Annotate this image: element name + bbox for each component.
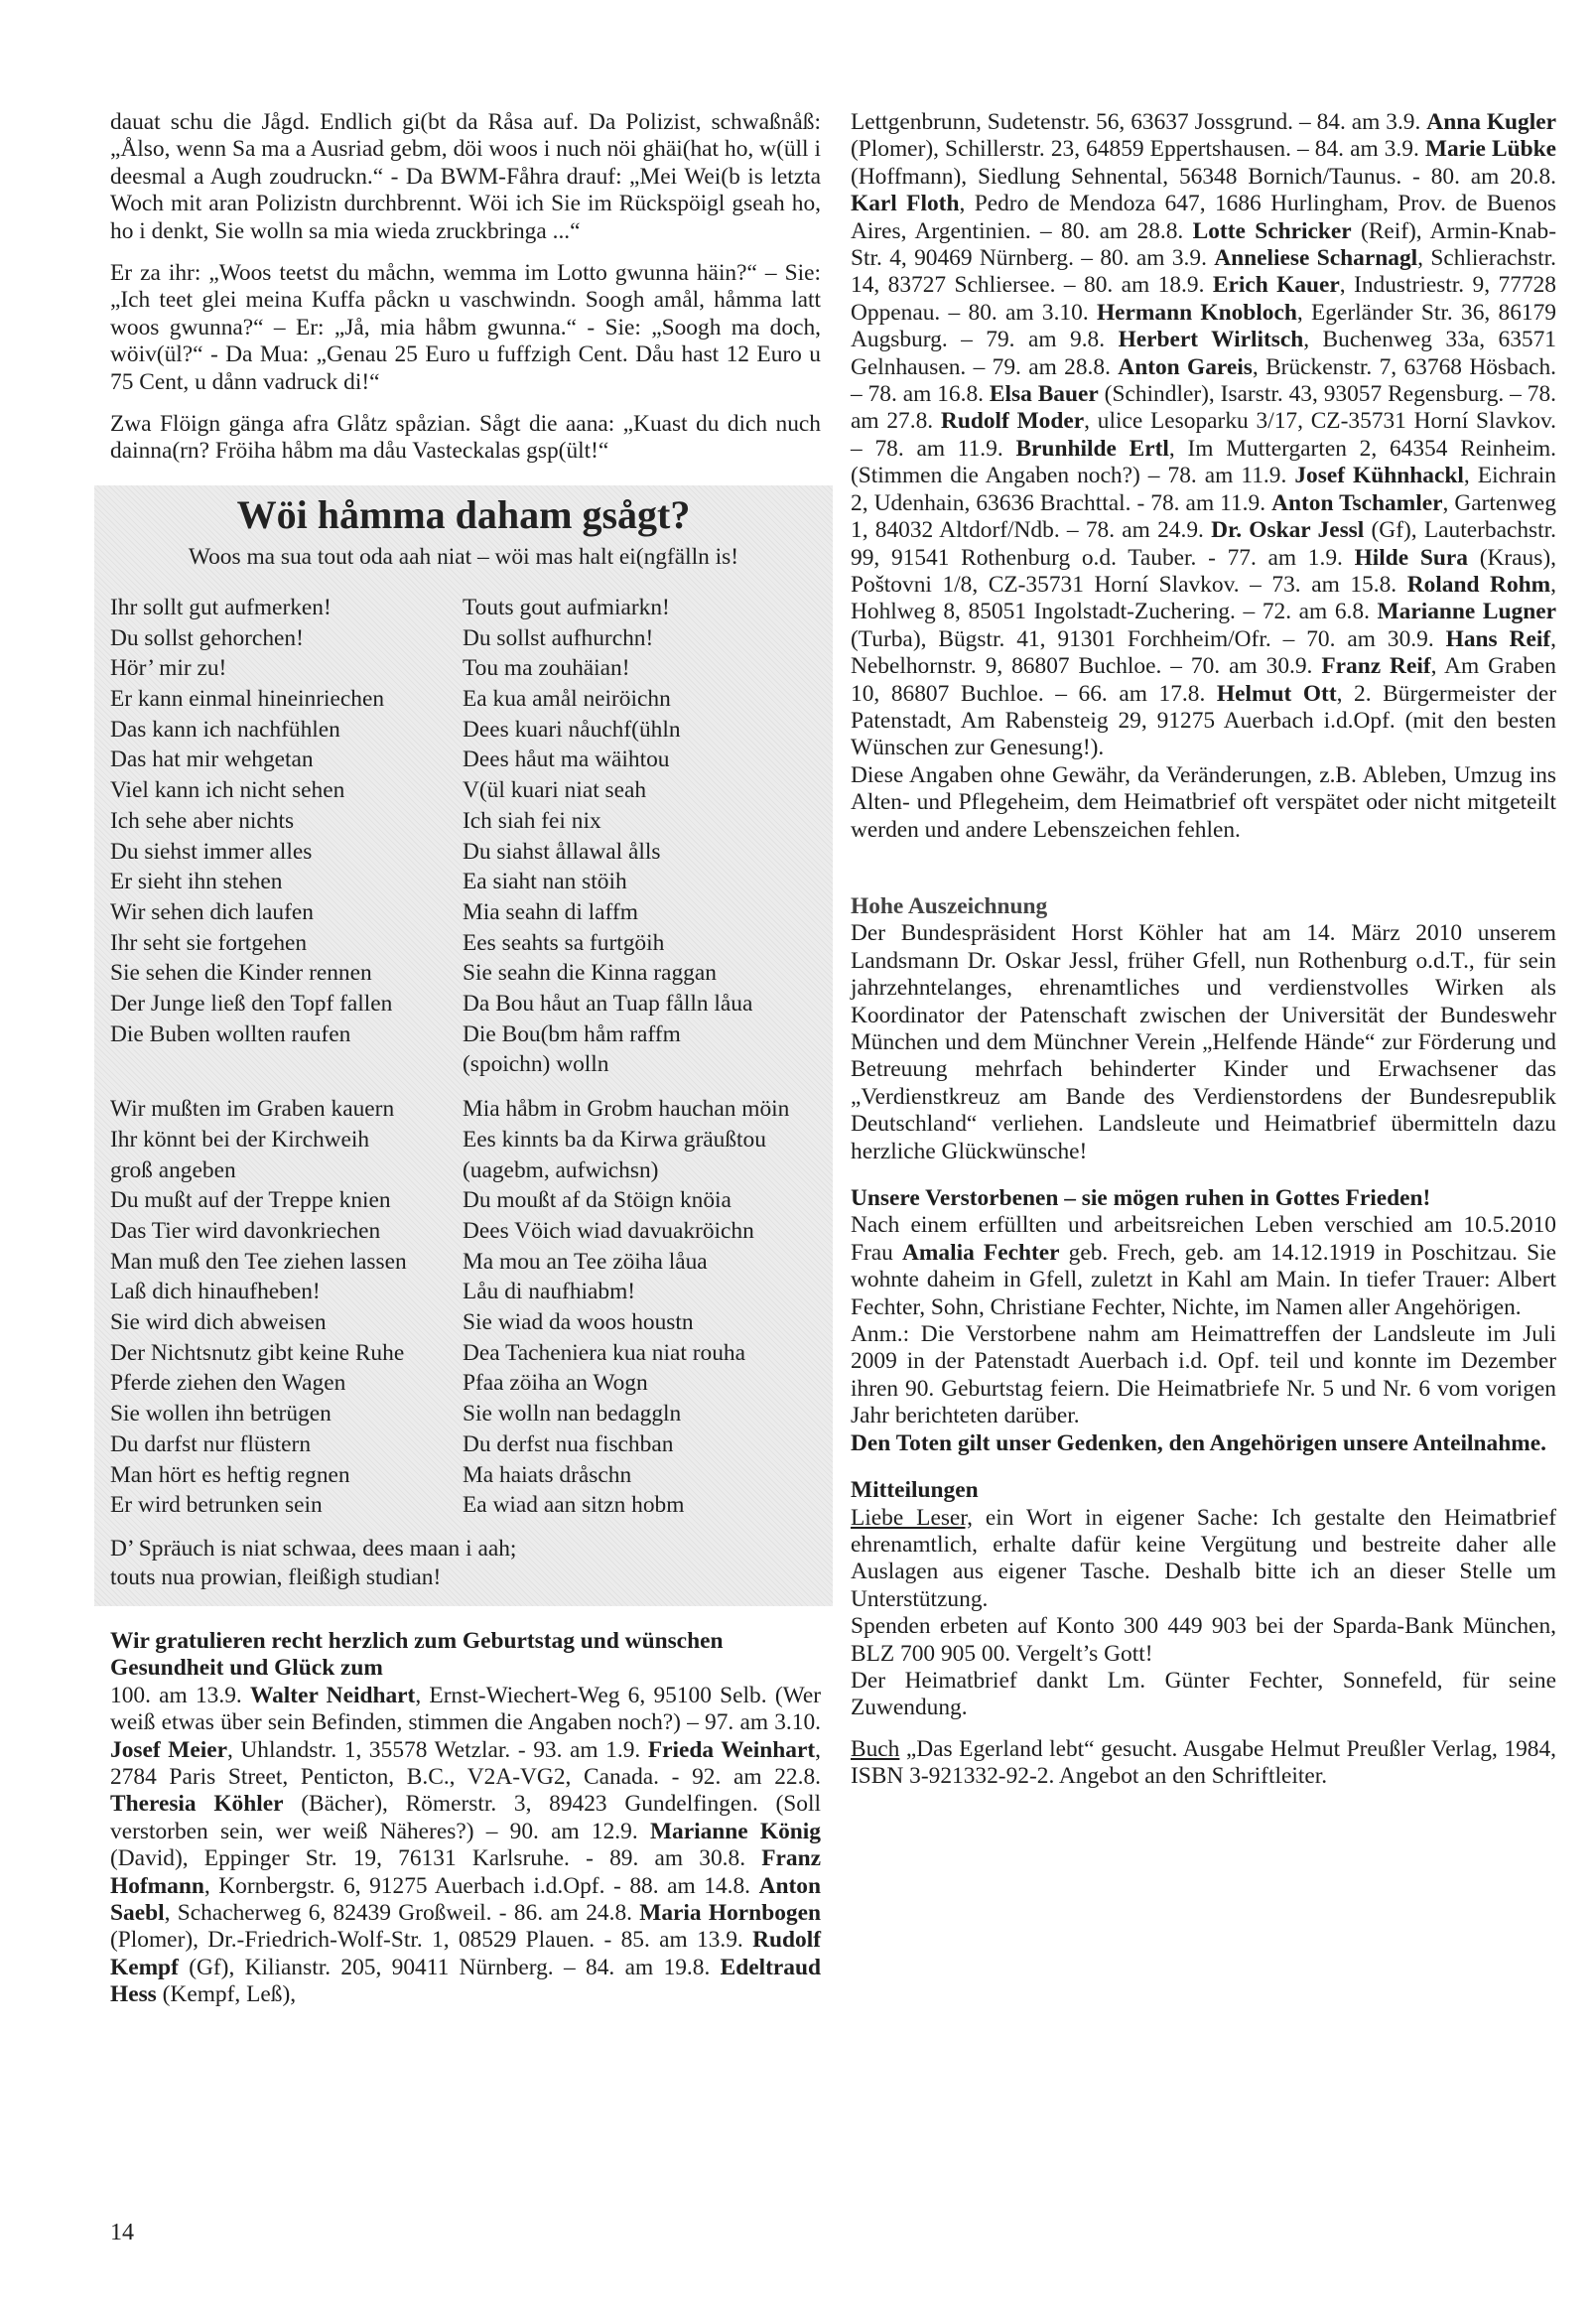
notices-section <box>851 1477 1556 1790</box>
vocab-german: Man muß den Tee ziehen lassen <box>110 1248 407 1275</box>
vocab-dialect: Ich siah fei nix <box>463 807 601 834</box>
birthday-name: Josef Kühnhackl <box>1294 463 1464 489</box>
birthday-name: Helmut Ott <box>1216 680 1337 707</box>
dialect-box-title: Wöi håmma daham gsågt? <box>236 491 691 537</box>
dialect-box-subtitle: Woos ma sua tout oda aah niat – wöi mas halt ei(ngfälln is! <box>188 543 739 570</box>
vocab-german: Du darfst nur flüstern <box>110 1430 312 1457</box>
vocab-german: Ich sehe aber nichts <box>110 807 295 834</box>
vocab-german: Hör’ mir zu! <box>110 655 227 682</box>
notices-body: ein Wort in eigener Sache: Ich gestalte den Heimatbrief ehrenamtlich, erhalte dafür keine Vergütung und bestreite daher alle Auslagen aus eigener Tasche. Deshalb bitte ich an dieser Stelle um Unterstützung. <box>851 1504 1556 1612</box>
deceased-name: Amalia Fechter <box>902 1239 1060 1266</box>
vocab-dialect: Dea Tacheniera kua niat rouha <box>463 1339 745 1366</box>
birthday-name: Rudolf Kempf <box>110 1927 821 1980</box>
vocab-german: Ihr könnt bei der Kirchweih <box>110 1126 370 1153</box>
vocab-dialect: Mia håbm in Grobm hauchan möin <box>463 1096 790 1123</box>
vocab-german: Du siehst immer alles <box>110 838 313 865</box>
birthday-name: Brunhilde Ertl <box>1015 435 1169 462</box>
birthday-detail: , Eichrain 2, Udenhain, 63636 Brachttal. - 78. am 11.9. <box>851 463 1557 516</box>
birthday-detail: (Schindler), Isarstr. 43, 93057 Regensburg. – 78. am 27.8. <box>851 381 1556 435</box>
birthday-detail: , Uhlandstr. 1, 35578 Wetzlar. - 93. am 1.9. <box>226 1736 648 1763</box>
vocab-german: Pferde ziehen den Wagen <box>110 1370 346 1397</box>
birthday-name: Marianne Lugner <box>1377 599 1556 625</box>
vocab-german: Du sollst gehorchen! <box>110 624 304 651</box>
birthday-detail: , Ernst-Wiechert-Weg 6, 95100 Selb. (Wer weiß etwas über sein Befinden, stimmen die Angaben noch?) – 97. am 3.10. <box>110 1682 821 1736</box>
birthday-heading: Wir gratulieren recht herzlich zum Geburtstag und wünschen Gesundheit und Glück zum <box>110 1627 724 1682</box>
birthday-detail: (Kraus), Poštovni 1/8, CZ-35731 Horní Slavkov. – 73. am 15.8. <box>851 544 1556 598</box>
vocab-dialect: Ees seahts sa furtgöih <box>463 929 665 956</box>
vocab-german: Du mußt auf der Treppe knien <box>110 1187 391 1214</box>
deceased-text-post: geb. Frech, geb. am 14.12.1919 in Poschitzau. Sie wohnte daheim in Gfell, zuletzt in Kahl am Main. In tiefer Trauer: Albert Fechter, Sohn, Christiane Fechter, Nichte, im Namen aller Angehörigen. <box>851 1239 1557 1320</box>
vocab-german: Wir sehen dich laufen <box>110 898 314 925</box>
deceased-section <box>851 1185 1556 1457</box>
birthday-detail: , 2. Bürgermeister der Patenstadt, Am Rabensteig 29, 91275 Auerbach i.d.Opf. (mit den besten Wünschen zur Genesung!). <box>851 680 1556 761</box>
birthday-list-continued <box>851 109 1556 762</box>
vocab-german <box>110 1049 463 1080</box>
birthday-detail: (Hoffmann), Siedlung Sehnental, 56348 Bornich/Taunus. - 80. am 20.8. <box>851 163 1556 190</box>
birthday-list <box>110 1683 821 2009</box>
birthday-name: Anna Kugler <box>1426 109 1556 135</box>
birthday-name: Karl Floth <box>851 191 960 217</box>
vocab-dialect: Mia seahn di laffm <box>463 898 638 925</box>
birthday-detail: , Am Graben 10, 86807 Buchloe. – 66. am 17.8. <box>851 653 1556 707</box>
birthday-detail: , Brückenstr. 7, 63768 Hösbach. – 78. am 16.8. <box>851 353 1557 408</box>
notices-heading: Mitteilungen <box>851 1477 979 1504</box>
vocab-german: groß angeben <box>110 1156 236 1183</box>
vocab-dialect: Ea siaht nan stöih <box>463 869 627 895</box>
vocab-german: Viel kann ich nicht sehen <box>110 777 345 804</box>
vocab-german: Sie wird dich abweisen <box>110 1309 327 1336</box>
birthday-name: Erich Kauer <box>1212 272 1340 299</box>
intro-paragraph: Er za ihr: „Woos teetst du måchn, wemma im Lotto gwunna häin?“ – Sie: „Ich teet glei meina Kuffa påckn u vaschwindn. Soogh amål, håmma latt woos gwunna?“ – Er: „Jå, mia håbm gwunna.“ - Sie: „Soogh ma doch, wöiv(ül?“ - Da Mua: „Genau 25 Euro u fuffzigh Cent. Dåu hast 12 Euro u 75 Cent, u dånn vadruck di!“ <box>110 260 821 395</box>
book-wanted <box>851 1736 1556 1791</box>
birthday-detail: (Reif), Armin-Knab-Str. 4, 90469 Nürnberg. – 80. am 3.9. <box>851 217 1556 272</box>
birthday-name: Josef Meier <box>110 1736 227 1763</box>
birthday-detail: (Plomer), Dr.-Friedrich-Wolf-Str. 1, 08529 Plauen. - 85. am 13.9. <box>110 1927 753 1954</box>
birthday-detail: , Gartenweg 1, 84032 Altdorf/Ndb. – 78. am 24.9. <box>851 489 1556 544</box>
dialect-box-footer-line: D’ Spräuch is niat schwaa, dees maan i aah; <box>110 1535 517 1562</box>
birthday-detail: , Schacherweg 6, 82439 Großweil. - 86. am 24.8. <box>164 1900 640 1927</box>
birthday-detail: Lettgenbrunn, Sudetenstr. 56, 63637 Jossgrund. – 84. am 3.9. <box>851 109 1427 135</box>
birthday-name: Hermann Knobloch <box>1096 299 1297 326</box>
birthday-name: Hans Reif <box>1445 625 1551 652</box>
vocab-german: Der Nichtsnutz gibt keine Ruhe <box>110 1339 405 1366</box>
page-number: 14 <box>110 2220 134 2245</box>
deceased-text <box>851 1212 1556 1321</box>
vocab-dialect: Dees Vöich wiad davuakröichn <box>463 1217 754 1244</box>
book-label: Buch <box>851 1735 900 1762</box>
award-heading: Hohe Auszeichnung <box>851 892 1048 919</box>
birthday-name: Marie Lübke <box>1424 136 1556 163</box>
birthday-detail: (Kempf, Leß), <box>156 1981 297 2008</box>
left-column <box>110 109 821 2009</box>
birthday-name: Dr. Oskar Jessl <box>1211 517 1365 544</box>
birthday-detail: , ulice Lesoparku 3/17, CZ-35731 Horní Slavkov. – 78. am 11.9. <box>851 408 1556 462</box>
birthday-detail: (Turba), Bügstr. 41, 91301 Forchheim/Ofr. – 70. am 30.9. <box>851 625 1446 652</box>
birthday-name: Hilde Sura <box>1354 544 1468 571</box>
vocab-dialect: (spoichn) wolln <box>463 1051 609 1078</box>
vocab-dialect: Tou ma zouhäian! <box>463 655 630 682</box>
vocab-german: Das hat mir wehgetan <box>110 747 314 773</box>
vocab-german: Er kann einmal hineinriechen <box>110 685 385 712</box>
deceased-note: Anm.: Die Verstorbene nahm am Heimattreffen der Landsleute im Juli 2009 in der Patenstadt Auerbach i.d. Opf. teil und konnte im Dezember ihren 90. Geburtstag feiern. Die Heimatbriefe Nr. 5 und Nr. 6 vom vorigen Jahr berichteten darüber. <box>851 1321 1556 1429</box>
birthday-section <box>110 1628 821 2009</box>
dialect-box <box>94 485 833 1606</box>
vocab-dialect: (uagebm, aufwichsn) <box>463 1156 659 1183</box>
dialect-box-footer-line: touts nua prowian, fleißigh studian! <box>110 1563 442 1590</box>
birthday-name: Maria Hornbogen <box>639 1900 821 1927</box>
vocab-dialect: Du siahst ållawal ålls <box>463 838 661 865</box>
vocab-dialect: Du sollst aufhurchn! <box>463 624 654 651</box>
vocab-dialect: Ea kua amål neiröichn <box>463 685 671 712</box>
award-text: Der Bundespräsident Horst Köhler hat am 14. März 2010 unserem Landsmann Dr. Oskar Jessl, früher Gfell, nun Rothenburg o.d.T., für sein jahrzehntelanges, ehrenamtliches und verdienstvolles Wirken als Koordinator der Patenschaft zwischen der Universität der Bundeswehr München und dem Münchner Verein „Helfende Hände“ zur Förderung und Betreuung mehrfach behinderter Kinder und Erwachsener das „Verdienstkreuz am Bande des Verdienstordens der Bundesrepublik Deutschland“ verliehen. Landsleute und Heimatbrief übermitteln dazu herzliche Glückwünsche! <box>851 920 1556 1164</box>
birthday-detail: , Hohlweg 8, 85051 Ingolstadt-Zuchering. – 72. am 6.8. <box>851 571 1556 625</box>
vocab-german: Er wird betrunken sein <box>110 1492 323 1519</box>
vocab-german: Sie sehen die Kinder rennen <box>110 960 372 987</box>
vocab-german: Das kann ich nachfühlen <box>110 716 340 743</box>
vocab-german: Ihr sollt gut aufmerken! <box>110 594 332 620</box>
vocab-dialect: Pfaa zöiha an Wogn <box>463 1370 648 1397</box>
birthday-name: Elsa Bauer <box>989 381 1099 408</box>
birthday-name: Anton Gareis <box>1118 353 1253 380</box>
vocab-german: Sie wollen ihn betrügen <box>110 1401 332 1427</box>
birthday-name: Marianne König <box>649 1818 822 1844</box>
birthday-name: Anton Tschamler <box>1271 489 1443 516</box>
vocab-dialect: Ees kinnts ba da Kirwa gräußtou <box>463 1126 766 1153</box>
vocab-german: Das Tier wird davonkriechen <box>110 1217 381 1244</box>
birthday-name: Frieda Weinhart <box>647 1736 816 1763</box>
right-column <box>851 109 1556 1791</box>
vocab-dialect: Ea wiad aan sitzn hobm <box>463 1492 685 1519</box>
vocab-german: Man hört es heftig regnen <box>110 1461 350 1488</box>
birthday-name: Herbert Wirlitsch <box>1118 327 1304 353</box>
birthday-detail: (David), Eppinger Str. 19, 76131 Karlsruhe. - 89. am 30.8. <box>110 1845 762 1872</box>
birthday-detail: , Im Muttergarten 2, 64354 Reinheim. (Stimmen die Angaben noch?) – 78. am 11.9. <box>851 435 1556 489</box>
birthday-detail: , Buchenweg 33a, 63571 Gelnhausen. – 79. am 28.8. <box>851 327 1556 380</box>
birthday-name: Lotte Schricker <box>1192 217 1352 244</box>
vocab-group-gap <box>110 1080 817 1094</box>
vocab-dialect: Låu di naufhiabm! <box>463 1279 636 1305</box>
birthday-detail: , Egerländer Str. 36, 86179 Augsburg. – 79. am 9.8. <box>851 299 1556 353</box>
birthday-detail: (Gf), Kilianstr. 205, 90411 Nürnberg. – 84. am 19.8. <box>178 1954 721 1980</box>
vocab-dialect: Da Bou håut an Tuap fålln låua <box>463 991 753 1018</box>
donations-text: Spenden erbeten auf Konto 300 449 903 bei der Sparda-Bank München, BLZ 700 905 00. Vergelt’s Gott! <box>851 1613 1556 1667</box>
vocab-german: Ihr seht sie fortgehen <box>110 929 308 956</box>
vocab-dialect: Dees håut ma wäihtou <box>463 747 670 773</box>
vocab-dialect: Sie wolln nan bedaggln <box>463 1401 682 1427</box>
vocab-german: Er sieht ihn stehen <box>110 869 283 895</box>
vocab-dialect: Du moußt af da Stöign knöia <box>463 1187 732 1214</box>
book-text: „Das Egerland lebt“ gesucht. Ausgabe Helmut Preußler Verlag, 1984, ISBN 3-921332-92-2. Angebot an den Schriftleiter. <box>851 1735 1556 1790</box>
vocab-dialect: Touts gout aufmiarkn! <box>463 594 670 620</box>
dialect-box-footer <box>110 1535 817 1592</box>
award-section <box>851 893 1556 1165</box>
birthday-detail: , Pedro de Mendoza 647, 1686 Hurlingham, Prov. de Buenos Aires, Argentinien. – 80. am 28.8. <box>851 191 1556 244</box>
birthday-detail: (Gf), Lauterbachstr. 99, 91541 Rothenburg o.d. Tauber. - 77. am 1.9. <box>851 517 1556 571</box>
vocab-dialect: Dees kuari nåuchf(ühln <box>463 716 681 743</box>
vocab-german: Der Junge ließ den Topf fallen <box>110 991 393 1018</box>
vocab-dialect: Die Bou(bm håm raffm <box>463 1020 681 1047</box>
birthday-detail: , Schlierachstr. 14, 83727 Schliersee. – 80. am 18.9. <box>851 245 1556 299</box>
deceased-text-pre: Nach einem erfüllten und arbeitsreichen Leben verschied am 10.5.2010 Frau <box>851 1212 1556 1266</box>
vocab-german: Wir mußten im Graben kauern <box>110 1096 395 1123</box>
deceased-closing: Den Toten gilt unser Gedenken, den Angehörigen unsere Anteilnahme. <box>851 1429 1546 1456</box>
birthday-name: Rudolf Moder <box>940 408 1085 435</box>
birthday-name: Anneliese Scharnagl <box>1214 245 1418 272</box>
vocab-dialect: Sie wiad da woos houstn <box>463 1309 694 1336</box>
birthday-name: Edeltraud Hess <box>110 1954 821 2008</box>
birthday-detail: , Nebelhornstr. 9, 86807 Buchloe. – 70. am 30.9. <box>851 625 1556 680</box>
deceased-heading: Unsere Verstorbenen – sie mögen ruhen in Gottes Frieden! <box>851 1185 1431 1212</box>
vocab-dialect: Ma haiats dråschn <box>463 1461 632 1488</box>
vocabulary-table <box>110 593 817 1521</box>
intro-paragraph: dauat schu die Jågd. Endlich gi(bt da Råsa auf. Da Polizist, schwaßnåß: „Ålso, wenn Sa ma a Ausriad gebm, döi woos i nuch nöi ghäi(hat ho, w(üll i deesmal a Augh zoudruckn.“ - Da BWM-Fåhra drauf: „Mei Wei(b is letzta Woch mit aran Polizistn durchbrennt. Wöi ich Sie im Rückspöigl gseah ho, ho i denkt, Sie wolln sa mia wieda zruckbringa ...“ <box>110 109 821 244</box>
thanks-text: Der Heimatbrief dankt Lm. Günter Fechter, Sonnefeld, für seine Zuwendung. <box>851 1667 1556 1721</box>
birthday-name: Roland Rohm <box>1406 571 1551 598</box>
notices-text <box>851 1505 1556 1614</box>
vocab-german: Die Buben wollten raufen <box>110 1020 351 1047</box>
birthday-name: Franz Reif <box>1321 653 1431 680</box>
vocab-dialect: Sie seahn die Kinna raggan <box>463 960 717 987</box>
notices-salutation: Liebe Leser, <box>851 1504 974 1531</box>
birthday-detail: , Industriestr. 9, 77728 Oppenau. – 80. am 3.10. <box>851 272 1556 326</box>
birthday-detail: , 2784 Paris Street, Penticton, B.C., V2A-VG2, Canada. - 92. am 22.8. <box>110 1736 822 1790</box>
birthday-detail: (Plomer), Schillerstr. 23, 64859 Eppertshausen. – 84. am 3.9. <box>851 136 1425 163</box>
vocab-german: Laß dich hinaufheben! <box>110 1279 321 1305</box>
birthday-detail: , Kornbergstr. 6, 91275 Auerbach i.d.Opf. - 88. am 14.8. <box>203 1872 759 1899</box>
birthday-name: Anton Saebl <box>110 1872 821 1927</box>
intro-paragraph: Zwa Flöign gänga afra Glåtz spåzian. Sågt die aana: „Kuast du dich nuch dainna(rn? Fröiha håbm ma dåu Vasteckalas gsp(ült!“ <box>110 411 821 465</box>
birthday-name: Franz Hofmann <box>110 1845 821 1899</box>
vocab-dialect: V(ül kuari niat seah <box>463 777 647 804</box>
disclaimer: Diese Angaben ohne Gewähr, da Veränderungen, z.B. Ableben, Umzug ins Alten- und Pflegeheim, dem Heimatbrief oft verspätet oder nicht mitgeteilt werden und andere Lebenszeichen fehlen. <box>851 761 1556 843</box>
birthday-detail: (Bächer), Römerstr. 3, 89423 Gundelfingen. (Soll verstorben sein, wer weiß Näheres?) – 90. am 12.9. <box>110 1791 821 1844</box>
vocab-dialect: Du derfst nua fischban <box>463 1430 674 1457</box>
vocab-dialect: Ma mou an Tee zöiha låua <box>463 1248 708 1275</box>
birthday-name: Walter Neidhart <box>250 1682 416 1708</box>
birthday-name: Theresia Köhler <box>110 1791 284 1818</box>
birthday-detail: 100. am 13.9. <box>110 1682 251 1708</box>
